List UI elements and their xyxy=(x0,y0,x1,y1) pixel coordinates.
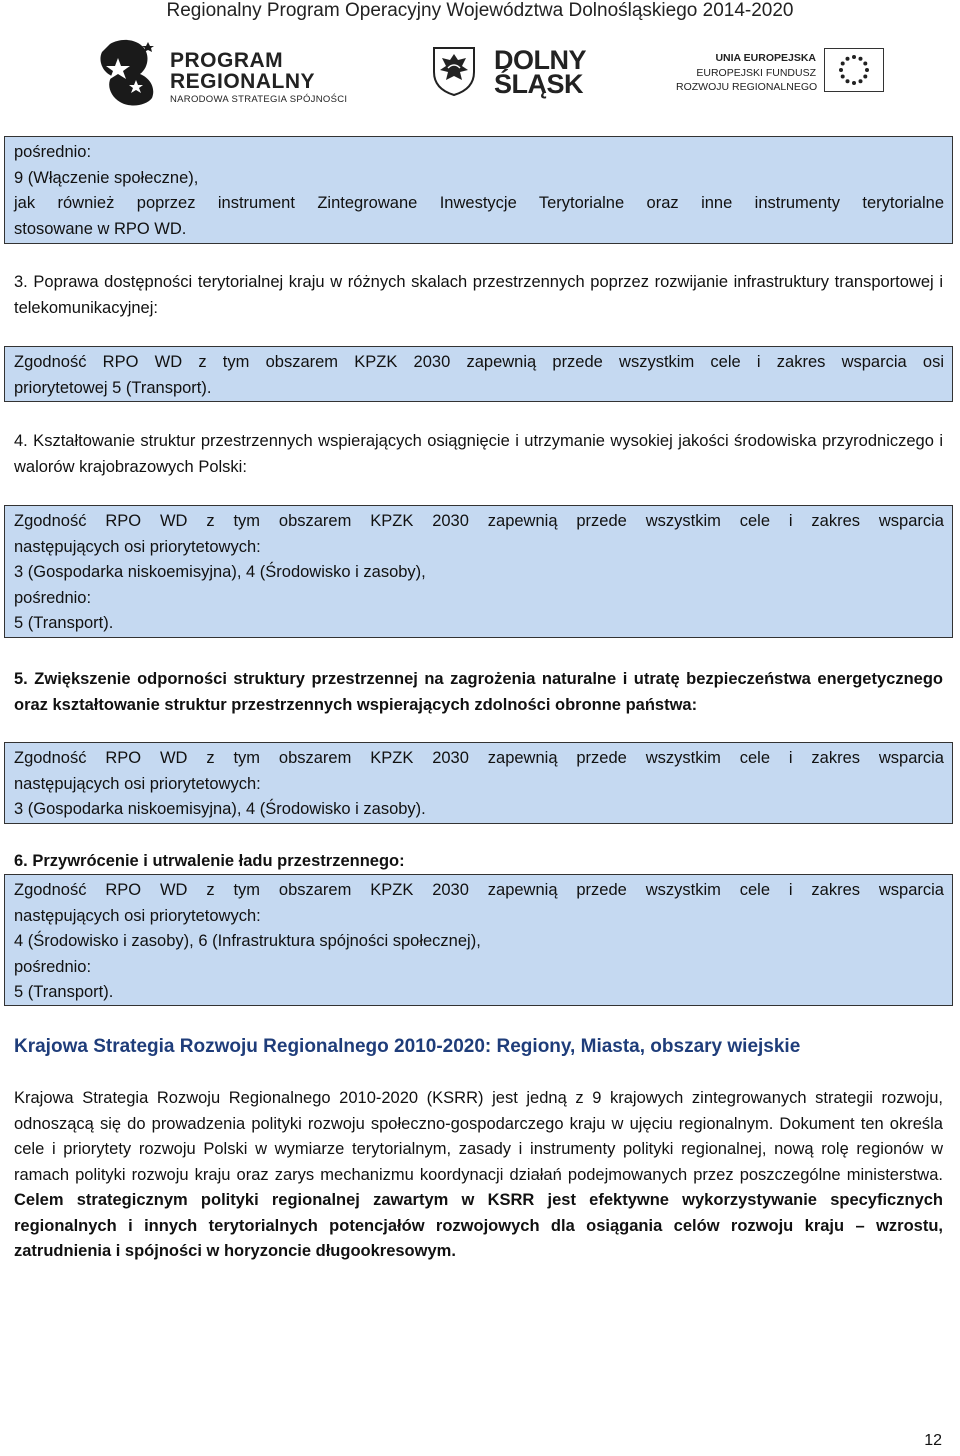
section-5-heading: 5. Zwiększenie odporności struktury przestrzennej na zagrożenia naturalne i utratę bezpieczeństwa energetycznego oraz kształtowanie struktur przestrzennych wspierających zdolności obronne państwa: xyxy=(14,670,943,714)
eu-logo-line-1: UNIA EUROPEJSKA xyxy=(715,52,816,64)
program-logo-line-3: NARODOWA STRATEGIA SPÓJNOŚCI xyxy=(170,94,348,105)
section-6-heading: 6. Przywrócenie i utrwalenie ładu przestrzennego: xyxy=(14,852,405,870)
program-logo-line-1: PROGRAM xyxy=(170,49,284,72)
ksrr-paragraph-bold: Celem strategicznym polityki regionalnej zawartym w KSRR jest efektywne wykorzystywanie specyficznych regionalnych i innych terytorialnych potencjałów rozwojowych dla osiągania celów rozwoju kraju – wzrostu, zatrudnienia i spójności w horyzoncie długookresowym. xyxy=(14,1191,943,1260)
section-5-box-line-3: 3 (Gospodarka niskoemisyjna), 4 (Środowisko i zasoby). xyxy=(14,800,426,818)
section-6-box-line-1: Zgodność RPO WD z tym obszarem KPZK 2030 zapewnią przede wszystkim cele i zakres wsparcia xyxy=(14,881,944,899)
section-3-box-line-1: Zgodność RPO WD z tym obszarem KPZK 2030 zapewnią przede wszystkim cele i zakres wsparcia osi xyxy=(14,353,944,371)
section-5-box-line-1: Zgodność RPO WD z tym obszarem KPZK 2030 zapewnią przede wszystkim cele i zakres wsparcia xyxy=(14,749,944,767)
eu-flag-icon xyxy=(824,48,884,92)
section-4-box-line-5: 5 (Transport). xyxy=(14,614,114,632)
section-5-box-line-2: następujących osi priorytetowych: xyxy=(14,774,261,793)
eu-logo-line-2: EUROPEJSKI FUNDUSZ xyxy=(696,67,816,79)
section-6-box-line-3: 4 (Środowisko i zasoby), 6 (Infrastruktura spójności społecznej), xyxy=(14,932,481,950)
section-6-box-line-5: 5 (Transport). xyxy=(14,983,114,1001)
page-number: 12 xyxy=(924,1432,942,1449)
section-6-box-line-4: pośrednio: xyxy=(14,957,92,976)
ksrr-paragraph xyxy=(14,1086,943,1265)
section-4-box-line-3: 3 (Gospodarka niskoemisyjna), 4 (Środowisko i zasoby), xyxy=(14,563,426,581)
logo-bar xyxy=(0,32,960,114)
ksrr-paragraph-normal: Krajowa Strategia Rozwoju Regionalnego 2010-2020 (KSRR) jest jedną z 9 krajowych zintegrowanych strategii rozwoju, odnoszącą się do prowadzenia polityki rozwoju społeczno-gospodarczego kraju w ujęciu regionalnym. Dokument ten określa cele i priorytety rozwoju Polski w wymiarze terytorialnym, zasady i instrumenty polityki regionalnej, nową rolę regionów w ramach polityki rozwoju kraju oraz zarys mechanizmu koordynacji działań podejmowanych przez poszczególne ministerstwa. xyxy=(14,1089,943,1184)
section-3-box-line-2: priorytetowej 5 (Transport). xyxy=(14,378,212,397)
section-5-box xyxy=(4,742,953,824)
section-4-box-line-2: następujących osi priorytetowych: xyxy=(14,537,261,556)
section-4-box-line-4: pośrednio: xyxy=(14,588,92,607)
section-4-box xyxy=(4,505,953,638)
box1-line-4: stosowane w RPO WD. xyxy=(14,219,187,238)
section-4-heading: 4. Kształtowanie struktur przestrzennych wspierających osiągnięcie i utrzymanie wysokiej jakości środowiska przyrodniczego i walorów krajobrazowych Polski: xyxy=(14,432,943,476)
section-6-box xyxy=(4,874,953,1006)
dolny-slask-line-1: DOLNY xyxy=(494,45,586,75)
ksrr-section-title: Krajowa Strategia Rozwoju Regionalnego 2010-2020: Regiony, Miasta, obszary wiejskie xyxy=(14,1036,801,1057)
dolny-slask-line-2: ŚLĄSK xyxy=(494,69,584,99)
section-3-heading: 3. Poprawa dostępności terytorialnej kraju w różnych skalach przestrzennych poprzez rozwijanie infrastruktury transportowej i telekomunikacyjnej: xyxy=(14,273,943,317)
section-6-box-line-2: następujących osi priorytetowych: xyxy=(14,906,261,925)
box1-line-1: pośrednio: xyxy=(14,143,92,161)
box-continuation xyxy=(4,136,953,244)
section-3-box xyxy=(4,346,953,402)
document-header-title: Regionalny Program Operacyjny Województwa Dolnośląskiego 2014-2020 xyxy=(166,0,794,21)
eagle-crest-icon xyxy=(432,46,476,96)
program-logo-line-2: REGIONALNY xyxy=(170,70,316,93)
section-4-box-line-1: Zgodność RPO WD z tym obszarem KPZK 2030 zapewnią przede wszystkim cele i zakres wsparcia xyxy=(14,512,944,530)
box1-line-3: jak również poprzez instrument Zintegrowane Inwestycje Terytorialne oraz inne instrumenty terytorialne xyxy=(14,194,944,212)
box1-line-2: 9 (Włączenie społeczne), xyxy=(14,168,199,187)
eu-logo-line-3: ROZWOJU REGIONALNEGO xyxy=(676,81,818,93)
program-regionalny-emblem-icon xyxy=(90,36,164,108)
